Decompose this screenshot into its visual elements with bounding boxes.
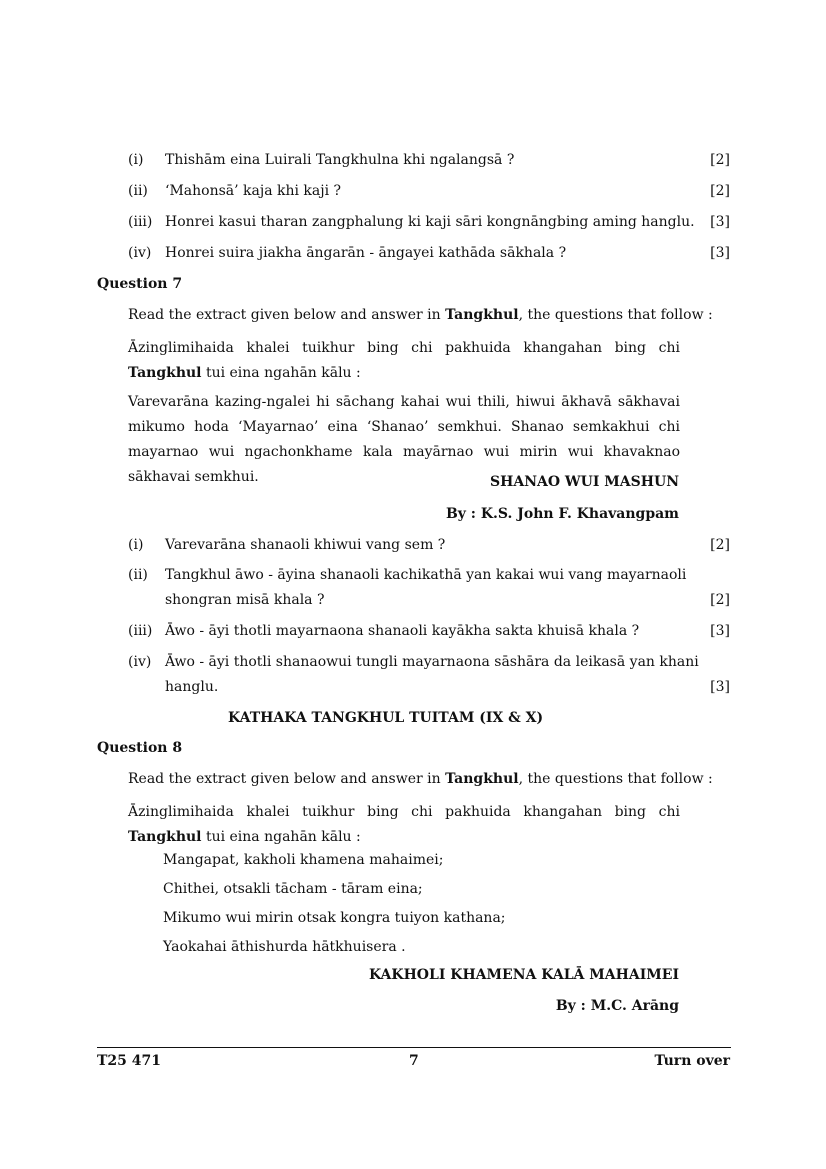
footer-paper-code: T25 471: [97, 1053, 161, 1069]
q6-item-4-text: Honrei suira jiakha āngarān - āngayei kathāda sākhala ?: [165, 245, 567, 261]
q7-item-4-number: (iv): [128, 654, 152, 670]
q6-item-1-marks: [2]: [710, 152, 730, 168]
q6-item-1-text: Thishām eina Luirali Tangkhulna khi ngalangsā ?: [165, 152, 515, 168]
q6-item-3-number: (iii): [128, 214, 153, 230]
q7-item-4-text-line-1: Āwo - āyi thotli shanaowui tungli mayarnaona sāshāra da leikasā yan khani: [165, 654, 699, 670]
q7-item-2-number: (ii): [128, 567, 148, 583]
q7-extract-title: SHANAO WUI MASHUN: [490, 474, 679, 490]
q7-item-1-text: Varevarāna shanaoli khiwui vang sem ?: [165, 537, 446, 553]
q8-extract-author: By : M.C. Arāng: [555, 998, 679, 1014]
q7-item-3-number: (iii): [128, 623, 153, 639]
q7-item-2-marks: [2]: [710, 592, 730, 608]
footer-rule: [97, 1047, 731, 1048]
q7-sub-instruction: Āzinglimihaida khalei tuikhur bing chi pakhuida khangahan bing chi Tangkhul tui eina ngahān kālu :: [128, 340, 680, 381]
q8-poem-line-3: Mikumo wui mirin otsak kongra tuiyon kathana;: [163, 910, 506, 926]
q7-instruction: Read the extract given below and answer in Tangkhul, the questions that follow :: [128, 307, 713, 323]
q6-item-1-number: (i): [128, 152, 144, 168]
footer-page-number: 7: [409, 1053, 419, 1069]
q7-extract-paragraph: Varevarāna kazing-ngalei hi sāchang kahai wui thili, hiwui ākhavā sākhavai mikumo hoda ‘Mayarnao’ eina ‘Shanao’ semkhui. Shanao semkakhui chi mayarnao wui ngachonkhame kala mayārnao wui mirin wui khavaknao sākhavai semkhui.: [128, 394, 680, 485]
q6-item-2-marks: [2]: [710, 183, 730, 199]
q6-item-2-number: (ii): [128, 183, 148, 199]
q7-item-2-text-line-2: shongran misā khala ?: [165, 592, 325, 608]
q8-instruction: Read the extract given below and answer in Tangkhul, the questions that follow :: [128, 771, 713, 787]
q7-item-4-marks: [3]: [710, 679, 730, 695]
q8-extract-title: KAKHOLI KHAMENA KALĀ MAHAIMEI: [368, 967, 679, 983]
q8-poem-line-1: Mangapat, kakholi khamena mahaimei;: [163, 852, 444, 868]
question-7-heading: Question 7: [97, 276, 183, 292]
q8-poem-line-2: Chithei, otsakli tācham - tāram eina;: [163, 881, 423, 897]
footer-turn-over: Turn over: [654, 1053, 730, 1069]
q6-item-4-marks: [3]: [710, 245, 730, 261]
q7-item-3-text: Āwo - āyi thotli mayarnaona shanaoli kayākha sakta khuisā khala ?: [165, 623, 640, 639]
q8-poem-line-4: Yaokahai āthishurda hātkhuisera .: [163, 939, 406, 955]
q7-item-3-marks: [3]: [710, 623, 730, 639]
q7-item-1-number: (i): [128, 537, 144, 553]
q7-item-2-text-line-1: Tangkhul āwo - āyina shanaoli kachikathā yan kakai wui vang mayarnaoli: [165, 567, 687, 583]
q6-item-3-text: Honrei kasui tharan zangphalung ki kaji sāri kongnāngbing aming hanglu.: [165, 214, 695, 230]
q7-item-1-marks: [2]: [710, 537, 730, 553]
q7-item-4-text-line-2: hanglu.: [165, 679, 219, 695]
q8-sub-instruction: Āzinglimihaida khalei tuikhur bing chi pakhuida khangahan bing chi Tangkhul tui eina ngahān kālu :: [128, 804, 680, 845]
q6-item-3-marks: [3]: [710, 214, 730, 230]
q6-item-4-number: (iv): [128, 245, 152, 261]
question-8-heading: Question 8: [97, 740, 183, 756]
section-title: KATHAKA TANGKHUL TUITAM (IX & X): [228, 710, 544, 726]
q7-extract-author: By : K.S. John F. Khavangpam: [445, 506, 679, 522]
q6-item-2-text: ‘Mahonsā’ kaja khi kaji ?: [165, 183, 342, 199]
